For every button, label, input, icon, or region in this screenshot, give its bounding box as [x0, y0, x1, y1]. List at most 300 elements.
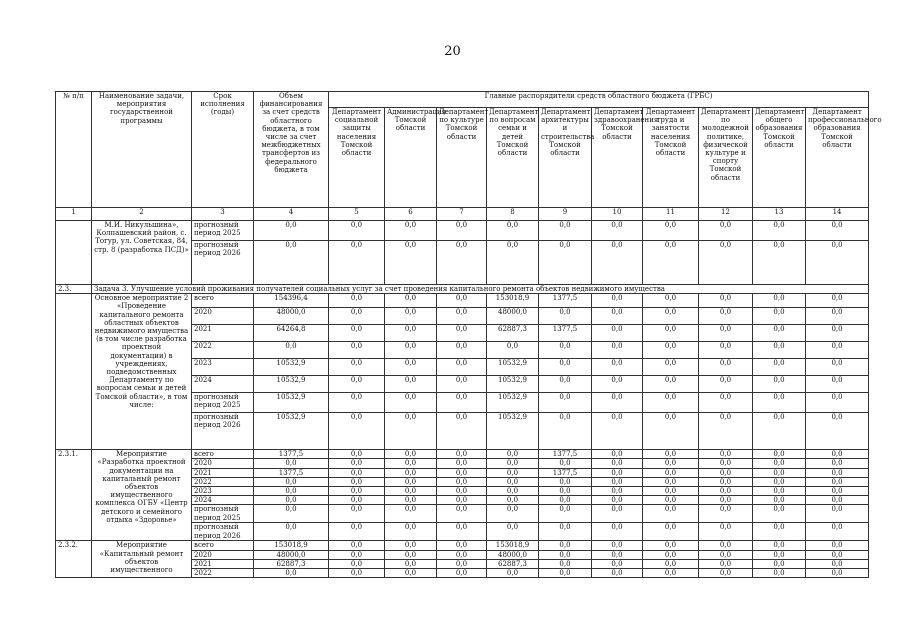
value-cell: 0,0	[539, 359, 592, 376]
value-cell: 0,0	[254, 477, 329, 486]
value-cell: 153018,9	[487, 294, 539, 308]
value-cell: 0,0	[329, 325, 385, 342]
value-cell: 0,0	[329, 559, 385, 568]
value-cell: 0,0	[753, 308, 806, 325]
value-cell: 0,0	[539, 569, 592, 578]
value-cell: 0,0	[643, 359, 699, 376]
value-cell: 0,0	[329, 496, 385, 505]
value-cell: 0,0	[806, 221, 869, 241]
value-cell: 0,0	[643, 308, 699, 325]
value-cell: 0,0	[753, 325, 806, 342]
value-cell: 0,0	[329, 241, 385, 285]
value-cell: 0,0	[753, 359, 806, 376]
column-number: 10	[592, 208, 643, 221]
value-cell: 0,0	[699, 325, 753, 342]
value-cell: 0,0	[385, 459, 437, 468]
value-cell: 0,0	[592, 523, 643, 541]
value-cell: 0,0	[806, 496, 869, 505]
term-cell: 2020	[192, 459, 254, 468]
value-cell: 0,0	[753, 550, 806, 559]
header-name: Наименование задачи, мероприятия государственной программы	[92, 92, 192, 208]
value-cell: 0,0	[385, 487, 437, 496]
value-cell: 0,0	[437, 413, 487, 450]
value-cell: 0,0	[329, 413, 385, 450]
value-cell: 0,0	[806, 325, 869, 342]
header-grbs-7: Департамент труда и занятости населения Томской области	[643, 108, 699, 208]
header-grbs-1: Департамент социальной защиты населения Томской области	[329, 108, 385, 208]
value-cell: 0,0	[753, 487, 806, 496]
term-cell: 2021	[192, 559, 254, 568]
value-cell: 0,0	[806, 459, 869, 468]
value-cell: 0,0	[643, 413, 699, 450]
value-cell: 0,0	[699, 241, 753, 285]
value-cell: 0,0	[487, 468, 539, 477]
value-cell: 0,0	[385, 308, 437, 325]
value-cell: 0,0	[539, 496, 592, 505]
value-cell: 0,0	[539, 376, 592, 393]
term-cell: 2022	[192, 342, 254, 359]
value-cell: 0,0	[385, 241, 437, 285]
value-cell: 0,0	[437, 393, 487, 413]
value-cell: 0,0	[437, 241, 487, 285]
value-cell: 0,0	[437, 376, 487, 393]
value-cell: 10532,9	[487, 359, 539, 376]
value-cell: 0,0	[592, 496, 643, 505]
row-number	[56, 221, 92, 285]
value-cell: 0,0	[437, 342, 487, 359]
value-cell: 0,0	[539, 413, 592, 450]
value-cell: 0,0	[643, 550, 699, 559]
value-cell: 0,0	[753, 450, 806, 459]
value-cell: 0,0	[437, 505, 487, 523]
value-cell: 0,0	[437, 496, 487, 505]
value-cell: 0,0	[643, 325, 699, 342]
item-name: М.И. Никульшина», Колпашевский район, с. Тогур, ул. Советская, 84, стр. 8 (разработка ПСД)»	[92, 221, 192, 285]
value-cell: 0,0	[385, 505, 437, 523]
value-cell: 0,0	[329, 550, 385, 559]
row-number: 2.3.1.	[56, 450, 92, 541]
value-cell: 0,0	[806, 523, 869, 541]
value-cell: 48000,0	[487, 308, 539, 325]
value-cell: 0,0	[254, 342, 329, 359]
value-cell: 0,0	[592, 505, 643, 523]
value-cell: 0,0	[592, 325, 643, 342]
value-cell: 0,0	[437, 359, 487, 376]
value-cell: 0,0	[753, 342, 806, 359]
term-cell: 2020	[192, 550, 254, 559]
value-cell: 0,0	[539, 523, 592, 541]
table-row	[56, 221, 869, 241]
value-cell: 0,0	[699, 308, 753, 325]
value-cell: 0,0	[329, 459, 385, 468]
value-cell: 0,0	[699, 477, 753, 486]
header-total: Объем финансирования за счет средств областного бюджета, в том числе за счет межбюджетных трансфертов из федерального бюджета	[254, 92, 329, 208]
value-cell: 0,0	[385, 294, 437, 308]
value-cell: 0,0	[643, 468, 699, 477]
value-cell: 62887,3	[254, 559, 329, 568]
value-cell: 0,0	[254, 459, 329, 468]
value-cell: 0,0	[643, 294, 699, 308]
value-cell: 0,0	[806, 450, 869, 459]
value-cell: 0,0	[643, 221, 699, 241]
value-cell: 0,0	[329, 541, 385, 550]
value-cell: 10532,9	[254, 413, 329, 450]
value-cell: 0,0	[643, 393, 699, 413]
value-cell: 0,0	[699, 413, 753, 450]
value-cell: 0,0	[806, 376, 869, 393]
value-cell: 0,0	[385, 342, 437, 359]
column-number: 14	[806, 208, 869, 221]
value-cell: 0,0	[487, 523, 539, 541]
value-cell: 0,0	[329, 468, 385, 477]
value-cell: 0,0	[643, 505, 699, 523]
table-row	[56, 450, 869, 459]
value-cell: 0,0	[385, 477, 437, 486]
value-cell: 0,0	[329, 477, 385, 486]
value-cell: 0,0	[329, 487, 385, 496]
value-cell: 0,0	[487, 477, 539, 486]
value-cell: 0,0	[753, 541, 806, 550]
value-cell: 0,0	[643, 523, 699, 541]
value-cell: 0,0	[437, 569, 487, 578]
row-number: 2.3.2.	[56, 541, 92, 578]
value-cell: 1377,5	[254, 468, 329, 477]
value-cell: 1377,5	[539, 294, 592, 308]
value-cell: 154396,4	[254, 294, 329, 308]
term-cell: прогнозный период 2025	[192, 393, 254, 413]
column-number: 4	[254, 208, 329, 221]
value-cell: 0,0	[385, 450, 437, 459]
term-cell: 2024	[192, 496, 254, 505]
value-cell: 0,0	[699, 221, 753, 241]
value-cell: 0,0	[806, 342, 869, 359]
header-grbs-10: Департамент профессионального образования Томской области	[806, 108, 869, 208]
header-grbs-5: Департамент архитектуры и строительства Томской области	[539, 108, 592, 208]
task-number: 2.3.	[56, 285, 92, 294]
value-cell: 0,0	[753, 569, 806, 578]
term-cell: прогнозный период 2026	[192, 523, 254, 541]
value-cell: 0,0	[329, 221, 385, 241]
value-cell: 0,0	[385, 393, 437, 413]
value-cell: 0,0	[329, 523, 385, 541]
value-cell: 0,0	[806, 308, 869, 325]
value-cell: 0,0	[329, 359, 385, 376]
value-cell: 153018,9	[254, 541, 329, 550]
value-cell: 0,0	[329, 393, 385, 413]
value-cell: 0,0	[592, 569, 643, 578]
term-cell: всего	[192, 450, 254, 459]
table-row	[56, 285, 869, 294]
value-cell: 0,0	[592, 413, 643, 450]
value-cell: 0,0	[592, 308, 643, 325]
column-number: 9	[539, 208, 592, 221]
value-cell: 0,0	[385, 221, 437, 241]
value-cell: 0,0	[699, 459, 753, 468]
value-cell: 0,0	[806, 413, 869, 450]
value-cell: 0,0	[753, 376, 806, 393]
value-cell: 0,0	[539, 459, 592, 468]
column-number: 2	[92, 208, 192, 221]
value-cell: 0,0	[699, 393, 753, 413]
column-number: 3	[192, 208, 254, 221]
value-cell: 0,0	[592, 376, 643, 393]
term-cell: 2020	[192, 308, 254, 325]
row-number	[56, 294, 92, 450]
value-cell: 0,0	[753, 505, 806, 523]
value-cell: 0,0	[753, 496, 806, 505]
column-number: 12	[699, 208, 753, 221]
value-cell: 0,0	[437, 294, 487, 308]
value-cell: 0,0	[806, 550, 869, 559]
value-cell: 0,0	[487, 241, 539, 285]
value-cell: 0,0	[329, 294, 385, 308]
value-cell: 62887,3	[487, 325, 539, 342]
value-cell: 0,0	[753, 413, 806, 450]
value-cell: 0,0	[539, 541, 592, 550]
value-cell: 0,0	[592, 550, 643, 559]
header-grbs-title: Главные распорядители средств областного бюджета (ГРБС)	[329, 92, 869, 108]
table-row	[56, 541, 869, 550]
value-cell: 0,0	[437, 550, 487, 559]
value-cell: 0,0	[329, 450, 385, 459]
value-cell: 0,0	[437, 221, 487, 241]
value-cell: 0,0	[385, 541, 437, 550]
value-cell: 1377,5	[539, 325, 592, 342]
value-cell: 0,0	[592, 241, 643, 285]
value-cell: 0,0	[643, 541, 699, 550]
header-grbs-3: Департамент по культуре Томской области	[437, 108, 487, 208]
term-cell: 2024	[192, 376, 254, 393]
value-cell: 0,0	[385, 359, 437, 376]
item-name: Мероприятие «Капитальный ремонт объектов имущественного	[92, 541, 192, 578]
value-cell: 0,0	[753, 477, 806, 486]
item-name: Основное мероприятие 2 «Проведение капитального ремонта областных объектов недвижимого имущества (в том числе разработка проектной документации) в учреждениях, подведомственных Департаменту по вопросам семьи и детей Томской области», в том числе:	[92, 294, 192, 450]
value-cell: 0,0	[643, 450, 699, 459]
value-cell: 153018,9	[487, 541, 539, 550]
value-cell: 0,0	[753, 241, 806, 285]
value-cell: 0,0	[643, 569, 699, 578]
header-term: Срок исполнения (годы)	[192, 92, 254, 208]
value-cell: 0,0	[385, 376, 437, 393]
value-cell: 0,0	[643, 241, 699, 285]
value-cell: 0,0	[254, 523, 329, 541]
value-cell: 0,0	[539, 550, 592, 559]
page-number: 20	[444, 44, 461, 59]
value-cell: 0,0	[487, 450, 539, 459]
value-cell: 0,0	[753, 221, 806, 241]
value-cell: 0,0	[806, 569, 869, 578]
value-cell: 1377,5	[254, 450, 329, 459]
value-cell: 0,0	[254, 505, 329, 523]
table-row	[56, 208, 869, 221]
value-cell: 0,0	[254, 496, 329, 505]
value-cell: 0,0	[592, 450, 643, 459]
value-cell: 0,0	[699, 359, 753, 376]
column-number: 1	[56, 208, 92, 221]
value-cell: 0,0	[385, 325, 437, 342]
value-cell: 0,0	[254, 487, 329, 496]
header-grbs-6: Департамент здравоохранения Томской области	[592, 108, 643, 208]
value-cell: 10532,9	[254, 376, 329, 393]
value-cell: 0,0	[385, 468, 437, 477]
term-cell: прогнозный период 2025	[192, 221, 254, 241]
term-cell: всего	[192, 294, 254, 308]
term-cell: 2022	[192, 569, 254, 578]
value-cell: 10532,9	[487, 393, 539, 413]
table-row	[56, 92, 869, 108]
term-cell: прогнозный период 2026	[192, 241, 254, 285]
value-cell: 0,0	[437, 541, 487, 550]
financing-table	[55, 91, 882, 578]
value-cell: 0,0	[487, 221, 539, 241]
value-cell: 0,0	[329, 569, 385, 578]
value-cell: 0,0	[806, 294, 869, 308]
value-cell: 62887,3	[487, 559, 539, 568]
term-cell: 2023	[192, 359, 254, 376]
task-title: Задача 3. Улучшение условий проживания получателей социальных услуг за счет проведения капитального ремонта объектов недвижимого имущества	[92, 285, 869, 294]
value-cell: 0,0	[753, 393, 806, 413]
value-cell: 0,0	[437, 559, 487, 568]
value-cell: 0,0	[592, 221, 643, 241]
value-cell: 0,0	[592, 487, 643, 496]
value-cell: 0,0	[539, 241, 592, 285]
value-cell: 0,0	[806, 468, 869, 477]
value-cell: 0,0	[806, 477, 869, 486]
value-cell: 0,0	[643, 487, 699, 496]
value-cell: 0,0	[329, 376, 385, 393]
value-cell: 0,0	[385, 496, 437, 505]
value-cell: 0,0	[753, 294, 806, 308]
value-cell: 0,0	[539, 477, 592, 486]
value-cell: 0,0	[487, 569, 539, 578]
value-cell: 0,0	[539, 221, 592, 241]
value-cell: 0,0	[539, 393, 592, 413]
value-cell: 10532,9	[254, 393, 329, 413]
value-cell: 0,0	[806, 505, 869, 523]
value-cell: 0,0	[643, 477, 699, 486]
value-cell: 0,0	[643, 559, 699, 568]
value-cell: 48000,0	[254, 550, 329, 559]
value-cell: 0,0	[592, 468, 643, 477]
value-cell: 0,0	[437, 308, 487, 325]
value-cell: 0,0	[539, 487, 592, 496]
header-grbs-9: Департамент общего образования Томской области	[753, 108, 806, 208]
value-cell: 0,0	[329, 308, 385, 325]
value-cell: 0,0	[699, 496, 753, 505]
value-cell: 0,0	[699, 294, 753, 308]
value-cell: 0,0	[385, 569, 437, 578]
value-cell: 0,0	[699, 505, 753, 523]
value-cell: 0,0	[592, 393, 643, 413]
value-cell: 0,0	[699, 487, 753, 496]
value-cell: 0,0	[437, 523, 487, 541]
value-cell: 0,0	[254, 221, 329, 241]
value-cell: 0,0	[592, 541, 643, 550]
value-cell: 0,0	[699, 450, 753, 459]
value-cell: 0,0	[385, 523, 437, 541]
value-cell: 0,0	[385, 413, 437, 450]
value-cell: 0,0	[539, 342, 592, 359]
value-cell: 48000,0	[487, 550, 539, 559]
column-number: 7	[437, 208, 487, 221]
value-cell: 0,0	[699, 569, 753, 578]
value-cell: 0,0	[329, 505, 385, 523]
value-cell: 0,0	[643, 496, 699, 505]
value-cell: 10532,9	[487, 413, 539, 450]
value-cell: 0,0	[699, 376, 753, 393]
value-cell: 0,0	[437, 487, 487, 496]
value-cell: 0,0	[539, 559, 592, 568]
value-cell: 64264,8	[254, 325, 329, 342]
value-cell: 1377,5	[539, 450, 592, 459]
value-cell: 0,0	[806, 241, 869, 285]
value-cell: 0,0	[806, 541, 869, 550]
value-cell: 0,0	[753, 559, 806, 568]
value-cell: 0,0	[643, 459, 699, 468]
value-cell: 0,0	[592, 459, 643, 468]
value-cell: 0,0	[806, 559, 869, 568]
value-cell: 0,0	[437, 477, 487, 486]
value-cell: 0,0	[254, 569, 329, 578]
table-row	[56, 294, 869, 308]
value-cell: 0,0	[592, 559, 643, 568]
header-grbs-4: Департамент по вопросам семьи и детей Томской области	[487, 108, 539, 208]
value-cell: 0,0	[806, 487, 869, 496]
value-cell: 0,0	[753, 468, 806, 477]
term-cell: 2022	[192, 477, 254, 486]
value-cell: 1377,5	[539, 468, 592, 477]
value-cell: 0,0	[699, 523, 753, 541]
value-cell: 48000,0	[254, 308, 329, 325]
value-cell: 0,0	[487, 459, 539, 468]
value-cell: 0,0	[539, 308, 592, 325]
value-cell: 0,0	[539, 505, 592, 523]
value-cell: 0,0	[437, 459, 487, 468]
value-cell: 10532,9	[254, 359, 329, 376]
value-cell: 0,0	[699, 559, 753, 568]
value-cell: 0,0	[592, 359, 643, 376]
value-cell: 0,0	[487, 342, 539, 359]
value-cell: 0,0	[487, 505, 539, 523]
term-cell: прогнозный период 2026	[192, 413, 254, 450]
header-grbs-2: Администрация Томской области	[385, 108, 437, 208]
header-grbs-8: Департамент по молодежной политике, физической культуре и спорту Томской области	[699, 108, 753, 208]
value-cell: 0,0	[699, 550, 753, 559]
term-cell: прогнозный период 2025	[192, 505, 254, 523]
value-cell: 0,0	[437, 468, 487, 477]
value-cell: 0,0	[437, 325, 487, 342]
value-cell: 0,0	[487, 487, 539, 496]
value-cell: 0,0	[329, 342, 385, 359]
term-cell: 2021	[192, 325, 254, 342]
item-name: Мероприятие «Разработка проектной документации на капитальный ремонт объектов имущественного комплекса ОГБУ «Центр детского и семейного отдыха «Здоровье»	[92, 450, 192, 541]
value-cell: 0,0	[487, 496, 539, 505]
term-cell: 2023	[192, 487, 254, 496]
column-number: 13	[753, 208, 806, 221]
value-cell: 0,0	[592, 342, 643, 359]
value-cell: 0,0	[753, 523, 806, 541]
column-number: 8	[487, 208, 539, 221]
value-cell: 0,0	[643, 342, 699, 359]
value-cell: 10532,9	[487, 376, 539, 393]
value-cell: 0,0	[753, 459, 806, 468]
value-cell: 0,0	[254, 241, 329, 285]
value-cell: 0,0	[806, 393, 869, 413]
column-number: 5	[329, 208, 385, 221]
value-cell: 0,0	[699, 468, 753, 477]
value-cell: 0,0	[437, 450, 487, 459]
value-cell: 0,0	[699, 342, 753, 359]
